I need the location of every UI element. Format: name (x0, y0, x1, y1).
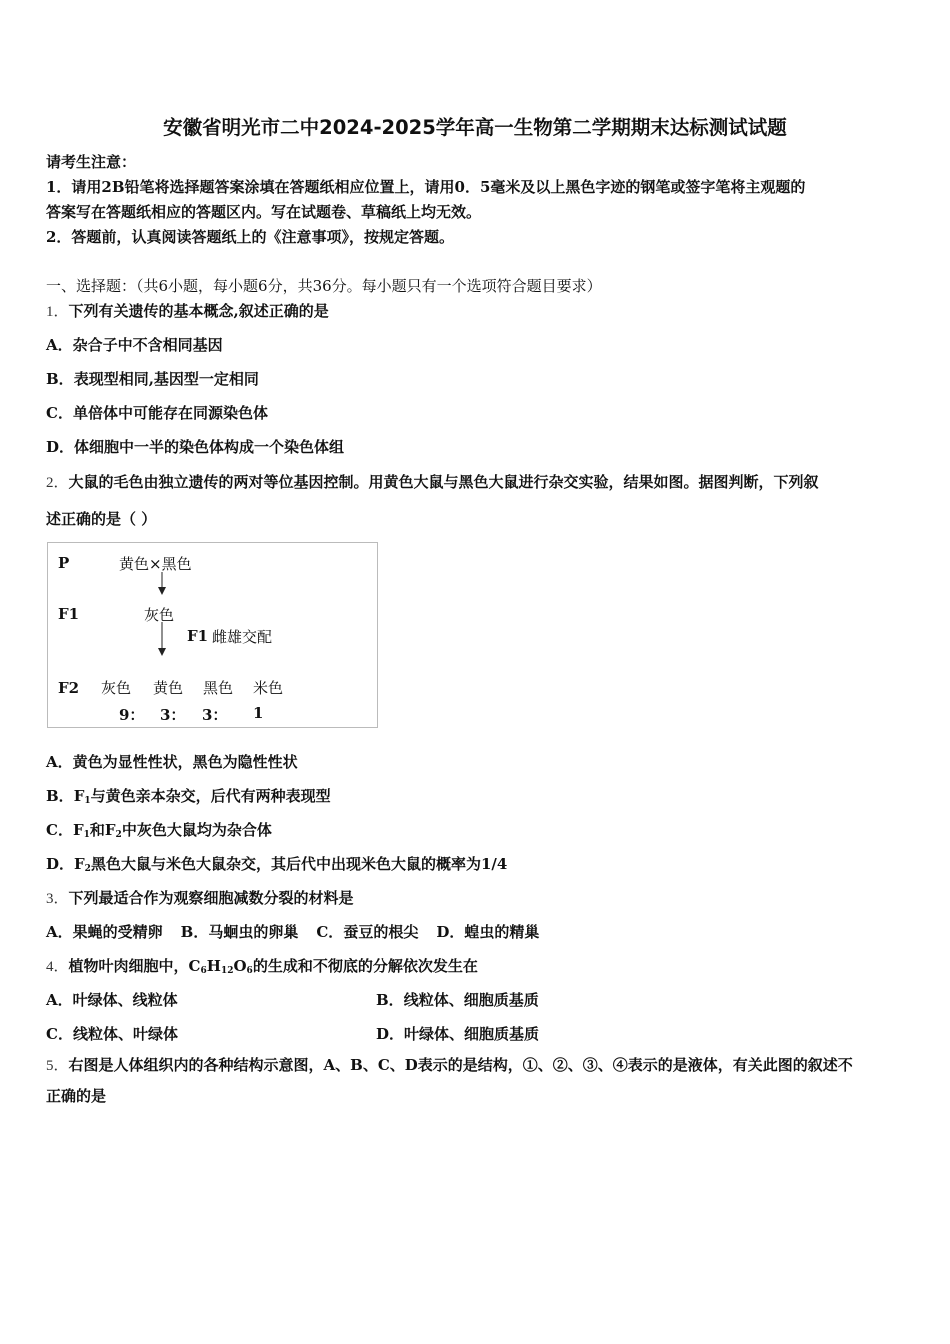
option-text: 单倍体中可能存在同源染色体 (72, 404, 268, 422)
question-stem-post: 表示的是结构，①、②、③、④表示的是液体，有关此图的叙述不 (417, 1056, 853, 1074)
formula-c-sub: 6 (200, 966, 207, 976)
arrow-down-icon (156, 572, 168, 596)
question-number: 1． (46, 304, 69, 320)
option-text: 蚕豆的根尖 (343, 923, 419, 941)
p-cross: 黄色×黑色 (119, 555, 192, 573)
question-2 (46, 472, 819, 493)
conjunction: 和 (89, 821, 105, 839)
f1-cross-text: 雌雄交配 (212, 628, 273, 646)
q1-option-a (46, 335, 223, 355)
q1-option-c (46, 403, 268, 423)
question-stem-line-1: 大鼠的毛色由独立遗传的两对等位基因控制。用黄色大鼠与黑色大鼠进行杂交实验，结果如图。据图判断，下列叙 (68, 473, 819, 491)
f2-ratio: 9： (119, 706, 145, 724)
probability: 1/4 (480, 855, 508, 873)
option-text: 线粒体、细胞质基质 (403, 991, 539, 1009)
f2-label: F2 (58, 679, 80, 697)
option-letter: B． (376, 991, 404, 1009)
generation-subscript: 2 (84, 864, 91, 874)
question-number: 4． (46, 959, 69, 975)
question-4 (46, 956, 478, 981)
option-letter: A． (46, 753, 73, 771)
f2-phenotype: 黄色 (153, 679, 184, 697)
arrow-down-icon (156, 622, 168, 658)
option-letter: A． (46, 923, 73, 941)
option-text: 与黄色亲本杂交，后代有两种表现型 (90, 787, 331, 805)
notice-heading: 请考生注意： (46, 153, 137, 171)
question-5-line-2: 正确的是 (46, 1087, 107, 1105)
option-text: 线粒体、叶绿体 (72, 1025, 178, 1043)
question-2-line-2: 述正确的是（ ） (46, 510, 157, 528)
q4-option-b (376, 990, 539, 1010)
q3-options (46, 922, 539, 942)
question-stem: 下列最适合作为观察细胞减数分裂的材料是 (68, 889, 354, 907)
cross-diagram (47, 542, 378, 728)
option-text: 叶绿体、线粒体 (72, 991, 178, 1009)
section-heading: 一、选择题：（共6小题，每小题6分，共36分。每小题只有一个选项符合题目要求） (46, 277, 602, 295)
option-letter: C． (316, 923, 344, 941)
option-letter: A． (46, 336, 73, 354)
q1-option-b (46, 369, 259, 389)
formula-h: H (206, 957, 221, 975)
option-letter: A． (46, 991, 73, 1009)
generation-subscript: 2 (115, 830, 122, 840)
formula-o-sub: 6 (246, 966, 253, 976)
option-letter: D． (376, 1025, 405, 1043)
option-letter: D． (436, 923, 465, 941)
q2-option-a (46, 752, 298, 772)
generation-subscript: 1 (83, 830, 90, 840)
notice-item-2: 2．答题前，认真阅读答题纸上的《注意事项》，按规定答题。 (46, 228, 454, 246)
notice-item-1-line-2: 答案写在答题纸相应的答题区内。写在试题卷、草稿纸上均无效。 (46, 203, 482, 221)
option-letter: C． (46, 821, 73, 839)
option-text: 杂合子中不含相同基因 (72, 336, 223, 354)
f2-phenotype: 黑色 (203, 679, 234, 697)
option-text: 表现型相同,基因型一定相同 (73, 370, 259, 388)
page-title: 安徽省明光市二中2024-2025学年高一生物第二学期期末达标测试试题 (163, 116, 787, 139)
question-stem-pre: 右图是人体组织内的各种结构示意图， (68, 1056, 324, 1074)
question-number: 2． (46, 475, 69, 491)
q4-option-c (46, 1024, 178, 1044)
f1-label: F1 (58, 605, 80, 623)
option-text: 马蛔虫的卵巢 (208, 923, 299, 941)
option-text: 叶绿体、细胞质基质 (404, 1025, 540, 1043)
option-text: 体细胞中一半的染色体构成一个染色体组 (74, 438, 345, 456)
option-text: 中灰色大鼠均为杂合体 (121, 821, 272, 839)
f1-phenotype: 灰色 (144, 606, 175, 624)
q2-option-c (46, 820, 272, 845)
option-text: 黑色大鼠与米色大鼠杂交，其后代中出现米色大鼠的概率为 (90, 855, 481, 873)
q2-option-d (46, 854, 507, 879)
generation-label: F (104, 821, 116, 839)
f2-phenotype: 米色 (253, 679, 284, 697)
formula-c: C (188, 957, 201, 975)
option-letter: D． (46, 438, 75, 456)
generation-label: F (73, 787, 85, 805)
question-stem-pre: 植物叶肉细胞中， (68, 957, 189, 975)
generation-subscript: 1 (84, 796, 91, 806)
f2-ratio: 3： (202, 706, 228, 724)
formula-h-sub: 12 (220, 966, 234, 976)
question-number: 5． (46, 1058, 69, 1074)
p-label: P (58, 554, 70, 572)
option-text: 果蝇的受精卵 (72, 923, 163, 941)
q4-option-d (376, 1024, 539, 1044)
option-text: 黄色为显性性状，黑色为隐性性状 (72, 753, 298, 771)
generation-label: F (72, 821, 84, 839)
option-letter: C． (46, 404, 73, 422)
f2-phenotype: 灰色 (101, 679, 132, 697)
notice-item-1-line-1: 1．请用2B铅笔将选择题答案涂填在答题纸相应位置上，请用0．5毫米及以上黑色字迹的钢笔或签字笔将主观题的 (46, 178, 806, 196)
question-number: 3． (46, 891, 69, 907)
question-5 (46, 1055, 853, 1076)
f1-cross-label: F1 (187, 627, 209, 645)
generation-label: F (74, 855, 85, 873)
question-1 (46, 301, 329, 322)
option-letter: B． (46, 370, 74, 388)
option-letter: B． (46, 787, 74, 805)
q2-option-b (46, 786, 331, 811)
formula-o: O (233, 957, 247, 975)
q4-option-a (46, 990, 178, 1010)
option-letter: B． (180, 923, 209, 941)
option-letter: C． (46, 1025, 73, 1043)
structure-labels: A、B、C、D (323, 1056, 418, 1074)
option-text: 蝗虫的精巢 (464, 923, 540, 941)
option-letter: D． (46, 855, 75, 873)
question-3 (46, 888, 354, 909)
f2-ratio: 1 (253, 704, 264, 722)
question-stem: 下列有关遗传的基本概念,叙述正确的是 (68, 302, 329, 320)
q1-option-d (46, 437, 344, 457)
f2-ratio: 3： (160, 706, 186, 724)
question-stem-post: 的生成和不彻底的分解依次发生在 (252, 957, 478, 975)
